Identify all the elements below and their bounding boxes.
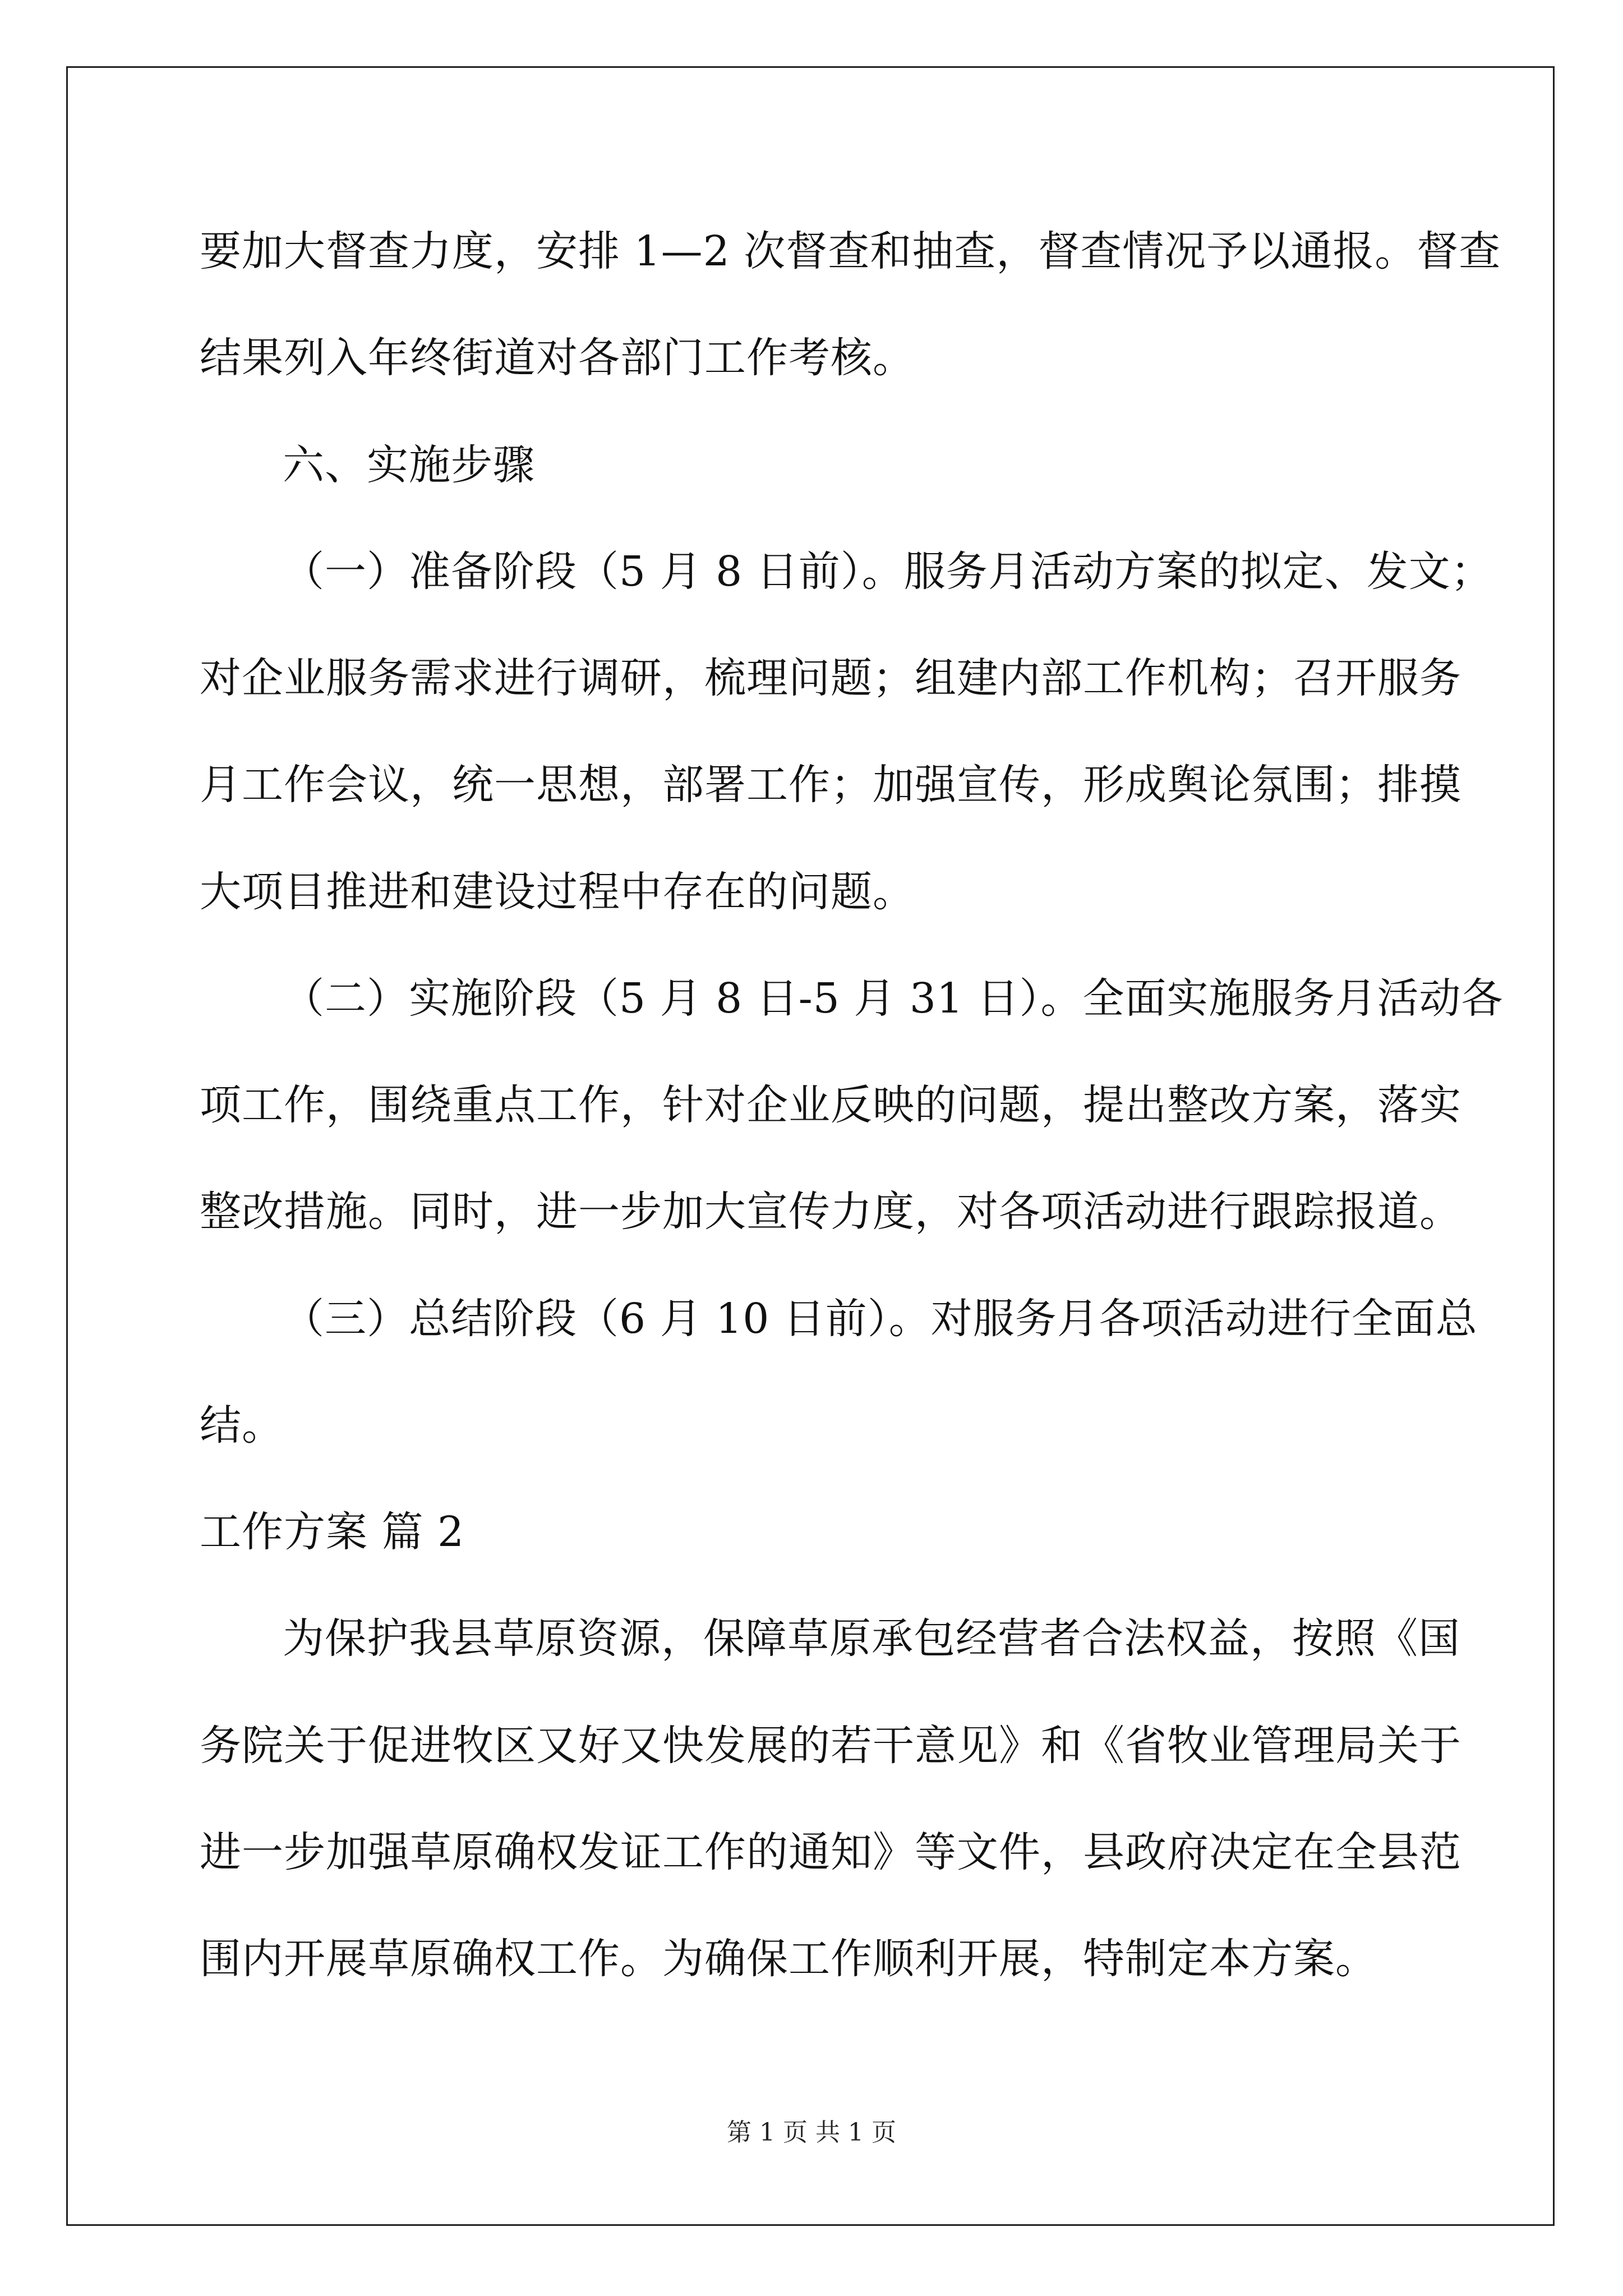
text-line: 结。 — [200, 1401, 284, 1450]
text-line: 对企业服务需求进行调研，梳理问题；组建内部工作机构；召开服务 — [200, 654, 1461, 702]
text-line: 项工作，围绕重点工作，针对企业反映的问题，提出整改方案，落实 — [200, 1081, 1461, 1129]
section-heading: 六、实施步骤 — [283, 441, 535, 489]
text-line: 务院关于促进牧区又好又快发展的若干意见》和《省牧业管理局关于 — [200, 1722, 1461, 1770]
text-line: 进一步加强草原确权发证工作的通知》等文件，县政府决定在全县范 — [200, 1828, 1461, 1876]
text-line: 月工作会议，统一思想，部署工作；加强宣传，形成舆论氛围；排摸 — [200, 761, 1461, 809]
section-title: 工作方案 篇 2 — [200, 1508, 465, 1556]
text-line: 要加大督查力度，安排 1—2 次督查和抽查，督查情况予以通报。督查 — [200, 227, 1501, 275]
text-line: （三）总结阶段（6 月 10 日前）。对服务月各项活动进行全面总 — [283, 1295, 1478, 1343]
text-line: 为保护我县草原资源，保障草原承包经营者合法权益，按照《国 — [283, 1614, 1460, 1663]
page-footer: 第 1 页 共 1 页 — [727, 2118, 896, 2147]
text-line: 结果列入年终街道对各部门工作考核。 — [200, 334, 915, 382]
text-line: 大项目推进和建设过程中存在的问题。 — [200, 868, 915, 916]
text-line: （一）准备阶段（5 月 8 日前）。服务月活动方案的拟定、发文； — [283, 547, 1493, 596]
text-line: （二）实施阶段（5 月 8 日-5 月 31 日）。全面实施服务月活动各 — [283, 974, 1504, 1023]
text-line: 整改措施。同时，进一步加大宣传力度，对各项活动进行跟踪报道。 — [200, 1188, 1461, 1236]
text-line: 围内开展草原确权工作。为确保工作顺利开展，特制定本方案。 — [200, 1935, 1377, 1983]
page-border — [66, 66, 1555, 2226]
